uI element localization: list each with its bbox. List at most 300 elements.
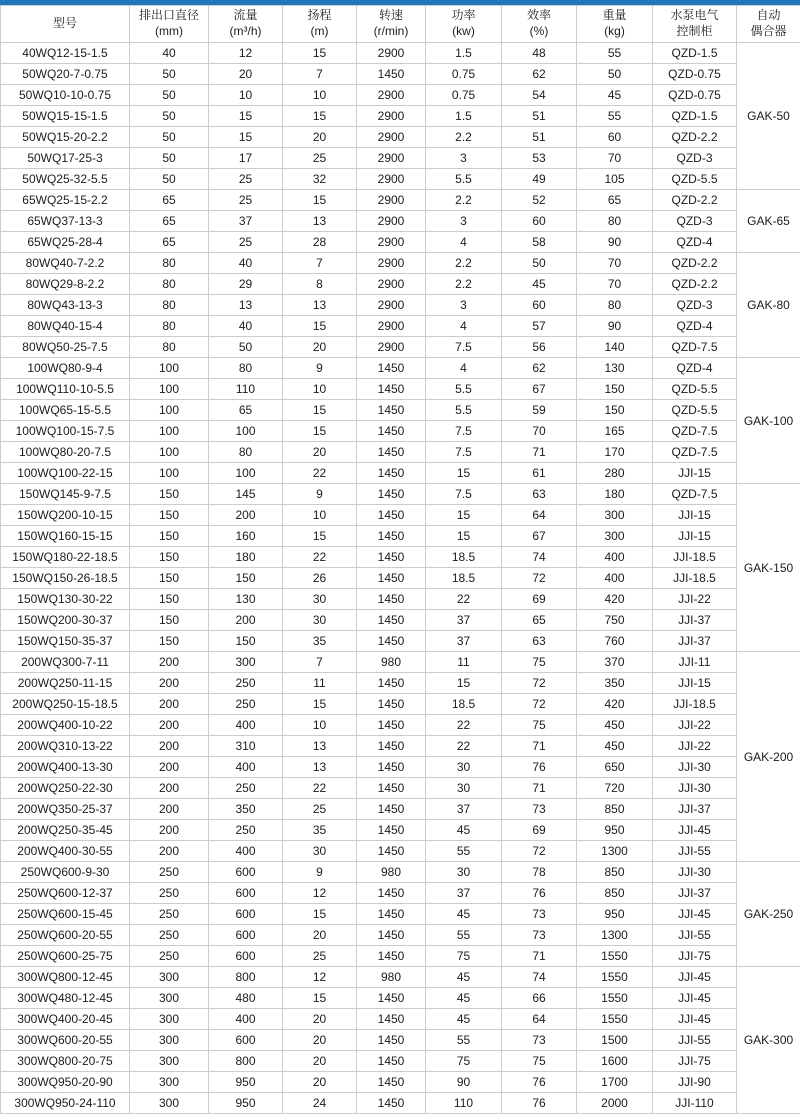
flow-cell: 17 <box>209 148 283 169</box>
speed-cell: 1450 <box>357 883 426 904</box>
flow-cell: 600 <box>209 904 283 925</box>
weight-cell: 55 <box>577 43 653 64</box>
weight-cell: 65 <box>577 190 653 211</box>
head-cell: 25 <box>283 799 357 820</box>
power-cell: 18.5 <box>426 694 502 715</box>
control-cabinet-cell: JJI-37 <box>653 799 737 820</box>
control-cabinet-cell: QZD-5.5 <box>653 169 737 190</box>
table-body <box>1 43 800 1114</box>
model-cell: 50WQ10-10-0.75 <box>1 85 130 106</box>
model-cell: 200WQ400-30-55 <box>1 841 130 862</box>
head-cell: 30 <box>283 589 357 610</box>
outlet-diameter-cell: 80 <box>130 316 209 337</box>
head-cell: 35 <box>283 820 357 841</box>
flow-cell: 950 <box>209 1072 283 1093</box>
outlet-diameter-cell: 100 <box>130 358 209 379</box>
efficiency-cell: 63 <box>502 484 577 505</box>
speed-cell: 1450 <box>357 1093 426 1114</box>
flow-cell: 250 <box>209 673 283 694</box>
efficiency-cell: 71 <box>502 442 577 463</box>
table-header <box>1 6 800 43</box>
speed-cell: 980 <box>357 652 426 673</box>
speed-cell: 1450 <box>357 694 426 715</box>
power-cell: 22 <box>426 736 502 757</box>
flow-cell: 29 <box>209 274 283 295</box>
table-row <box>1 211 800 232</box>
weight-cell: 280 <box>577 463 653 484</box>
model-cell: 300WQ800-20-75 <box>1 1051 130 1072</box>
outlet-diameter-cell: 150 <box>130 484 209 505</box>
model-cell: 100WQ110-10-5.5 <box>1 379 130 400</box>
efficiency-cell: 75 <box>502 715 577 736</box>
control-cabinet-cell: JJI-90 <box>653 1072 737 1093</box>
control-cabinet-cell: QZD-5.5 <box>653 400 737 421</box>
control-cabinet-cell: QZD-2.2 <box>653 190 737 211</box>
weight-cell: 1300 <box>577 841 653 862</box>
power-cell: 7.5 <box>426 337 502 358</box>
power-cell: 2.2 <box>426 274 502 295</box>
outlet-diameter-cell: 300 <box>130 1051 209 1072</box>
weight-cell: 80 <box>577 211 653 232</box>
weight-cell: 450 <box>577 736 653 757</box>
power-cell: 15 <box>426 673 502 694</box>
col-header-head <box>283 6 357 43</box>
power-cell: 110 <box>426 1093 502 1114</box>
col-header-line1: 转速 <box>378 8 403 23</box>
col-header-model <box>1 6 130 43</box>
model-cell: 300WQ400-20-45 <box>1 1009 130 1030</box>
control-cabinet-cell: JJI-30 <box>653 757 737 778</box>
speed-cell: 1450 <box>357 799 426 820</box>
efficiency-cell: 71 <box>502 946 577 967</box>
speed-cell: 1450 <box>357 400 426 421</box>
power-cell: 2.2 <box>426 127 502 148</box>
model-cell: 150WQ200-30-37 <box>1 610 130 631</box>
efficiency-cell: 61 <box>502 463 577 484</box>
outlet-diameter-cell: 300 <box>130 988 209 1009</box>
control-cabinet-cell: QZD-3 <box>653 148 737 169</box>
power-cell: 0.75 <box>426 64 502 85</box>
efficiency-cell: 56 <box>502 337 577 358</box>
model-cell: 100WQ80-20-7.5 <box>1 442 130 463</box>
control-cabinet-cell: JJI-45 <box>653 988 737 1009</box>
flow-cell: 10 <box>209 85 283 106</box>
head-cell: 10 <box>283 505 357 526</box>
power-cell: 37 <box>426 799 502 820</box>
speed-cell: 2900 <box>357 295 426 316</box>
speed-cell: 1450 <box>357 1009 426 1030</box>
efficiency-cell: 71 <box>502 736 577 757</box>
head-cell: 9 <box>283 484 357 505</box>
efficiency-cell: 78 <box>502 862 577 883</box>
coupler-cell: GAK-100 <box>737 358 800 484</box>
power-cell: 2.2 <box>426 253 502 274</box>
weight-cell: 60 <box>577 127 653 148</box>
table-row <box>1 421 800 442</box>
weight-cell: 420 <box>577 694 653 715</box>
efficiency-cell: 59 <box>502 400 577 421</box>
model-cell: 200WQ250-11-15 <box>1 673 130 694</box>
power-cell: 45 <box>426 967 502 988</box>
head-cell: 8 <box>283 274 357 295</box>
model-cell: 300WQ950-20-90 <box>1 1072 130 1093</box>
col-header-line2: (m) <box>310 24 329 38</box>
power-cell: 4 <box>426 232 502 253</box>
weight-cell: 400 <box>577 568 653 589</box>
outlet-diameter-cell: 100 <box>130 421 209 442</box>
speed-cell: 1450 <box>357 946 426 967</box>
control-cabinet-cell: QZD-4 <box>653 316 737 337</box>
speed-cell: 1450 <box>357 358 426 379</box>
flow-cell: 250 <box>209 694 283 715</box>
outlet-diameter-cell: 200 <box>130 673 209 694</box>
outlet-diameter-cell: 80 <box>130 274 209 295</box>
flow-cell: 100 <box>209 421 283 442</box>
control-cabinet-cell: JJI-45 <box>653 820 737 841</box>
model-cell: 300WQ480-12-45 <box>1 988 130 1009</box>
flow-cell: 350 <box>209 799 283 820</box>
efficiency-cell: 54 <box>502 85 577 106</box>
model-cell: 50WQ25-32-5.5 <box>1 169 130 190</box>
col-header-line1: 流量 <box>233 8 258 23</box>
efficiency-cell: 70 <box>502 421 577 442</box>
weight-cell: 1550 <box>577 967 653 988</box>
head-cell: 22 <box>283 778 357 799</box>
weight-cell: 300 <box>577 505 653 526</box>
efficiency-cell: 48 <box>502 43 577 64</box>
flow-cell: 130 <box>209 589 283 610</box>
speed-cell: 2900 <box>357 106 426 127</box>
table-row <box>1 862 800 883</box>
speed-cell: 1450 <box>357 1072 426 1093</box>
speed-cell: 1450 <box>357 64 426 85</box>
outlet-diameter-cell: 40 <box>130 43 209 64</box>
head-cell: 20 <box>283 337 357 358</box>
power-cell: 30 <box>426 862 502 883</box>
control-cabinet-cell: QZD-5.5 <box>653 379 737 400</box>
col-header-coupler <box>737 6 800 43</box>
table-row <box>1 1009 800 1030</box>
control-cabinet-cell: JJI-18.5 <box>653 547 737 568</box>
model-cell: 50WQ20-7-0.75 <box>1 64 130 85</box>
weight-cell: 70 <box>577 148 653 169</box>
flow-cell: 300 <box>209 652 283 673</box>
efficiency-cell: 73 <box>502 1030 577 1051</box>
speed-cell: 1450 <box>357 547 426 568</box>
header-row <box>1 6 800 43</box>
table-row <box>1 883 800 904</box>
control-cabinet-cell: QZD-7.5 <box>653 337 737 358</box>
col-header-line1: 扬程 <box>307 8 332 23</box>
flow-cell: 20 <box>209 64 283 85</box>
model-cell: 300WQ600-20-55 <box>1 1030 130 1051</box>
outlet-diameter-cell: 65 <box>130 190 209 211</box>
flow-cell: 25 <box>209 232 283 253</box>
flow-cell: 80 <box>209 358 283 379</box>
model-cell: 65WQ25-15-2.2 <box>1 190 130 211</box>
power-cell: 18.5 <box>426 568 502 589</box>
efficiency-cell: 62 <box>502 64 577 85</box>
control-cabinet-cell: JJI-110 <box>653 1093 737 1114</box>
col-header-line2: (m³/h) <box>229 24 262 38</box>
model-cell: 65WQ25-28-4 <box>1 232 130 253</box>
power-cell: 3 <box>426 211 502 232</box>
efficiency-cell: 71 <box>502 778 577 799</box>
col-header-line1: 排出口直径 <box>138 8 199 23</box>
table-row <box>1 799 800 820</box>
table-row <box>1 652 800 673</box>
weight-cell: 1550 <box>577 946 653 967</box>
weight-cell: 1550 <box>577 1009 653 1030</box>
flow-cell: 250 <box>209 778 283 799</box>
col-header-weight <box>577 6 653 43</box>
outlet-diameter-cell: 50 <box>130 106 209 127</box>
head-cell: 15 <box>283 421 357 442</box>
outlet-diameter-cell: 100 <box>130 442 209 463</box>
model-cell: 80WQ50-25-7.5 <box>1 337 130 358</box>
model-cell: 150WQ150-35-37 <box>1 631 130 652</box>
efficiency-cell: 57 <box>502 316 577 337</box>
speed-cell: 2900 <box>357 127 426 148</box>
head-cell: 7 <box>283 253 357 274</box>
speed-cell: 1450 <box>357 757 426 778</box>
outlet-diameter-cell: 100 <box>130 463 209 484</box>
outlet-diameter-cell: 300 <box>130 1072 209 1093</box>
speed-cell: 1450 <box>357 568 426 589</box>
flow-cell: 310 <box>209 736 283 757</box>
flow-cell: 800 <box>209 1051 283 1072</box>
control-cabinet-cell: QZD-7.5 <box>653 421 737 442</box>
flow-cell: 400 <box>209 1009 283 1030</box>
power-cell: 15 <box>426 526 502 547</box>
table-row <box>1 904 800 925</box>
table-row <box>1 568 800 589</box>
table-row <box>1 190 800 211</box>
power-cell: 30 <box>426 757 502 778</box>
power-cell: 3 <box>426 295 502 316</box>
flow-cell: 160 <box>209 526 283 547</box>
pump-spec-table <box>0 5 800 1114</box>
model-cell: 250WQ600-25-75 <box>1 946 130 967</box>
head-cell: 10 <box>283 379 357 400</box>
flow-cell: 480 <box>209 988 283 1009</box>
outlet-diameter-cell: 200 <box>130 757 209 778</box>
speed-cell: 1450 <box>357 778 426 799</box>
head-cell: 20 <box>283 442 357 463</box>
control-cabinet-cell: QZD-7.5 <box>653 442 737 463</box>
efficiency-cell: 50 <box>502 253 577 274</box>
efficiency-cell: 73 <box>502 925 577 946</box>
speed-cell: 1450 <box>357 841 426 862</box>
model-cell: 200WQ350-25-37 <box>1 799 130 820</box>
efficiency-cell: 66 <box>502 988 577 1009</box>
efficiency-cell: 64 <box>502 1009 577 1030</box>
model-cell: 200WQ400-13-30 <box>1 757 130 778</box>
weight-cell: 950 <box>577 904 653 925</box>
control-cabinet-cell: QZD-0.75 <box>653 64 737 85</box>
table-row <box>1 589 800 610</box>
flow-cell: 40 <box>209 253 283 274</box>
flow-cell: 600 <box>209 925 283 946</box>
speed-cell: 1450 <box>357 925 426 946</box>
col-header-line2: 控制柜 <box>676 24 713 38</box>
model-cell: 40WQ12-15-1.5 <box>1 43 130 64</box>
power-cell: 45 <box>426 820 502 841</box>
model-cell: 100WQ65-15-5.5 <box>1 400 130 421</box>
head-cell: 35 <box>283 631 357 652</box>
power-cell: 45 <box>426 904 502 925</box>
flow-cell: 110 <box>209 379 283 400</box>
table-row <box>1 148 800 169</box>
model-cell: 300WQ950-24-110 <box>1 1093 130 1114</box>
efficiency-cell: 51 <box>502 106 577 127</box>
coupler-cell: GAK-300 <box>737 967 800 1114</box>
flow-cell: 15 <box>209 106 283 127</box>
efficiency-cell: 69 <box>502 589 577 610</box>
outlet-diameter-cell: 300 <box>130 967 209 988</box>
weight-cell: 2000 <box>577 1093 653 1114</box>
table-row <box>1 631 800 652</box>
model-cell: 50WQ15-20-2.2 <box>1 127 130 148</box>
flow-cell: 600 <box>209 1030 283 1051</box>
efficiency-cell: 74 <box>502 547 577 568</box>
outlet-diameter-cell: 300 <box>130 1030 209 1051</box>
outlet-diameter-cell: 200 <box>130 841 209 862</box>
power-cell: 75 <box>426 1051 502 1072</box>
head-cell: 20 <box>283 1051 357 1072</box>
model-cell: 100WQ100-15-7.5 <box>1 421 130 442</box>
head-cell: 20 <box>283 1009 357 1030</box>
table-row <box>1 778 800 799</box>
table-row <box>1 442 800 463</box>
power-cell: 1.5 <box>426 106 502 127</box>
head-cell: 22 <box>283 547 357 568</box>
control-cabinet-cell: JJI-45 <box>653 1009 737 1030</box>
control-cabinet-cell: QZD-7.5 <box>653 484 737 505</box>
outlet-diameter-cell: 200 <box>130 736 209 757</box>
flow-cell: 37 <box>209 211 283 232</box>
head-cell: 7 <box>283 64 357 85</box>
control-cabinet-cell: JJI-18.5 <box>653 568 737 589</box>
control-cabinet-cell: JJI-37 <box>653 610 737 631</box>
head-cell: 30 <box>283 841 357 862</box>
efficiency-cell: 67 <box>502 526 577 547</box>
control-cabinet-cell: JJI-37 <box>653 883 737 904</box>
col-header-efficiency <box>502 6 577 43</box>
model-cell: 150WQ200-10-15 <box>1 505 130 526</box>
power-cell: 18.5 <box>426 547 502 568</box>
efficiency-cell: 49 <box>502 169 577 190</box>
speed-cell: 2900 <box>357 169 426 190</box>
head-cell: 13 <box>283 757 357 778</box>
outlet-diameter-cell: 250 <box>130 946 209 967</box>
model-cell: 150WQ180-22-18.5 <box>1 547 130 568</box>
head-cell: 15 <box>283 904 357 925</box>
outlet-diameter-cell: 200 <box>130 652 209 673</box>
speed-cell: 1450 <box>357 589 426 610</box>
head-cell: 30 <box>283 610 357 631</box>
speed-cell: 2900 <box>357 190 426 211</box>
outlet-diameter-cell: 150 <box>130 631 209 652</box>
control-cabinet-cell: QZD-4 <box>653 358 737 379</box>
speed-cell: 2900 <box>357 232 426 253</box>
weight-cell: 70 <box>577 274 653 295</box>
weight-cell: 950 <box>577 820 653 841</box>
table-row <box>1 127 800 148</box>
model-cell: 250WQ600-9-30 <box>1 862 130 883</box>
flow-cell: 200 <box>209 610 283 631</box>
weight-cell: 300 <box>577 526 653 547</box>
control-cabinet-cell: QZD-3 <box>653 295 737 316</box>
coupler-cell: GAK-250 <box>737 862 800 967</box>
weight-cell: 140 <box>577 337 653 358</box>
control-cabinet-cell: QZD-2.2 <box>653 274 737 295</box>
head-cell: 11 <box>283 673 357 694</box>
head-cell: 10 <box>283 85 357 106</box>
table-row <box>1 169 800 190</box>
flow-cell: 145 <box>209 484 283 505</box>
efficiency-cell: 75 <box>502 652 577 673</box>
table-row <box>1 463 800 484</box>
table-row <box>1 253 800 274</box>
model-cell: 250WQ600-12-37 <box>1 883 130 904</box>
control-cabinet-cell: JJI-30 <box>653 778 737 799</box>
speed-cell: 1450 <box>357 715 426 736</box>
model-cell: 150WQ160-15-15 <box>1 526 130 547</box>
outlet-diameter-cell: 150 <box>130 589 209 610</box>
col-header-line1: 重量 <box>602 8 627 23</box>
model-cell: 80WQ43-13-3 <box>1 295 130 316</box>
head-cell: 15 <box>283 694 357 715</box>
weight-cell: 70 <box>577 253 653 274</box>
speed-cell: 1450 <box>357 463 426 484</box>
speed-cell: 1450 <box>357 379 426 400</box>
table-row <box>1 85 800 106</box>
control-cabinet-cell: JJI-75 <box>653 946 737 967</box>
table-row <box>1 841 800 862</box>
table-row <box>1 610 800 631</box>
table-row <box>1 400 800 421</box>
efficiency-cell: 76 <box>502 883 577 904</box>
weight-cell: 45 <box>577 85 653 106</box>
power-cell: 75 <box>426 946 502 967</box>
flow-cell: 600 <box>209 946 283 967</box>
coupler-cell: GAK-150 <box>737 484 800 652</box>
head-cell: 7 <box>283 652 357 673</box>
flow-cell: 950 <box>209 1093 283 1114</box>
power-cell: 5.5 <box>426 169 502 190</box>
flow-cell: 40 <box>209 316 283 337</box>
control-cabinet-cell: JJI-45 <box>653 904 737 925</box>
col-header-line2: (kw) <box>452 24 475 38</box>
head-cell: 15 <box>283 526 357 547</box>
speed-cell: 2900 <box>357 274 426 295</box>
col-header-line1: 水泵电气 <box>670 8 719 23</box>
col-header-flow <box>209 6 283 43</box>
flow-cell: 50 <box>209 337 283 358</box>
power-cell: 2.2 <box>426 190 502 211</box>
flow-cell: 25 <box>209 169 283 190</box>
weight-cell: 370 <box>577 652 653 673</box>
table-row <box>1 337 800 358</box>
power-cell: 15 <box>426 463 502 484</box>
power-cell: 90 <box>426 1072 502 1093</box>
speed-cell: 1450 <box>357 610 426 631</box>
outlet-diameter-cell: 80 <box>130 253 209 274</box>
table-row <box>1 988 800 1009</box>
model-cell: 300WQ800-12-45 <box>1 967 130 988</box>
table-row <box>1 967 800 988</box>
